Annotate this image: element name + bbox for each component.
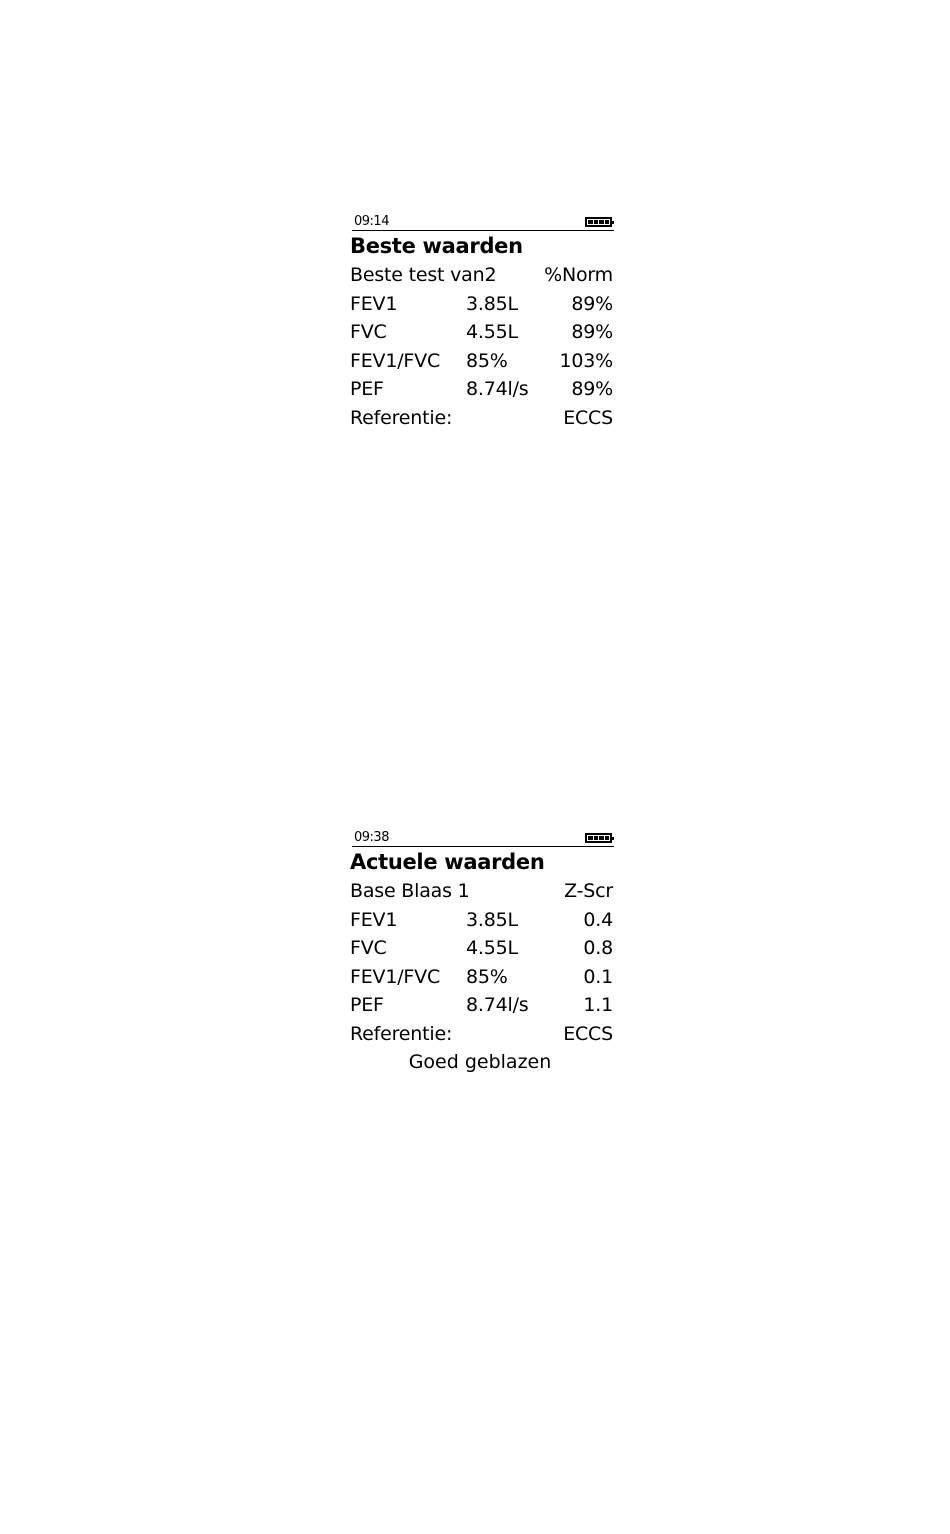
subheader-row	[350, 877, 615, 906]
subheader-row	[350, 261, 615, 290]
screen-title: Actuele waarden	[350, 850, 545, 874]
result-row-pef	[350, 375, 615, 404]
param-value: 4.55L	[466, 937, 518, 959]
param-metric: 89%	[571, 378, 613, 400]
param-metric: 89%	[571, 321, 613, 343]
param-metric: 89%	[571, 292, 613, 315]
subheader-metric: Z-Scr	[564, 880, 613, 902]
result-row-fev1	[350, 906, 615, 935]
param-value: 8.74l/s	[466, 994, 529, 1016]
param-value: 85%	[466, 965, 508, 988]
param-metric: 103%	[559, 349, 613, 372]
param-value: 4.55L	[466, 321, 518, 343]
param-label: FEV1	[350, 292, 398, 315]
param-value: 85%	[466, 349, 508, 372]
param-label: FEV1/FVC	[350, 965, 441, 988]
param-metric: 1.1	[583, 994, 613, 1016]
result-row-fev1-fvc	[350, 963, 615, 992]
status-message: Goed geblazen	[408, 1051, 552, 1073]
subheader-label: Beste test van2	[350, 264, 497, 286]
param-metric: 0.1	[583, 965, 613, 988]
result-row-fvc	[350, 934, 615, 963]
param-label: PEF	[350, 378, 384, 400]
reference-value: ECCS	[563, 406, 613, 429]
best-values-screen	[350, 210, 615, 432]
param-label: FVC	[350, 321, 387, 343]
clock: 09:38	[354, 830, 389, 845]
param-label: PEF	[350, 994, 384, 1016]
status-bar	[352, 210, 614, 231]
reference-label: Referentie:	[350, 406, 453, 429]
param-metric: 0.4	[583, 908, 613, 931]
screen-title: Beste waarden	[350, 234, 523, 258]
reference-row	[350, 404, 615, 433]
param-metric: 0.8	[583, 937, 613, 959]
reference-value: ECCS	[563, 1022, 613, 1045]
result-row-fvc	[350, 318, 615, 347]
param-value: 8.74l/s	[466, 378, 529, 400]
reference-row	[350, 1020, 615, 1049]
param-label: FEV1	[350, 908, 398, 931]
result-row-fev1-fvc	[350, 347, 615, 376]
param-label: FVC	[350, 937, 387, 959]
result-row-fev1	[350, 290, 615, 319]
battery-full-icon	[585, 833, 612, 843]
battery-full-icon	[585, 217, 612, 227]
param-value: 3.85L	[466, 908, 518, 931]
param-label: FEV1/FVC	[350, 349, 441, 372]
subheader-label: Base Blaas 1	[350, 880, 470, 902]
param-value: 3.85L	[466, 292, 518, 315]
clock: 09:14	[354, 214, 389, 229]
reference-label: Referentie:	[350, 1022, 453, 1045]
result-row-pef	[350, 991, 615, 1020]
subheader-metric: %Norm	[544, 264, 613, 286]
status-bar	[352, 826, 614, 847]
current-values-screen	[350, 826, 615, 1076]
